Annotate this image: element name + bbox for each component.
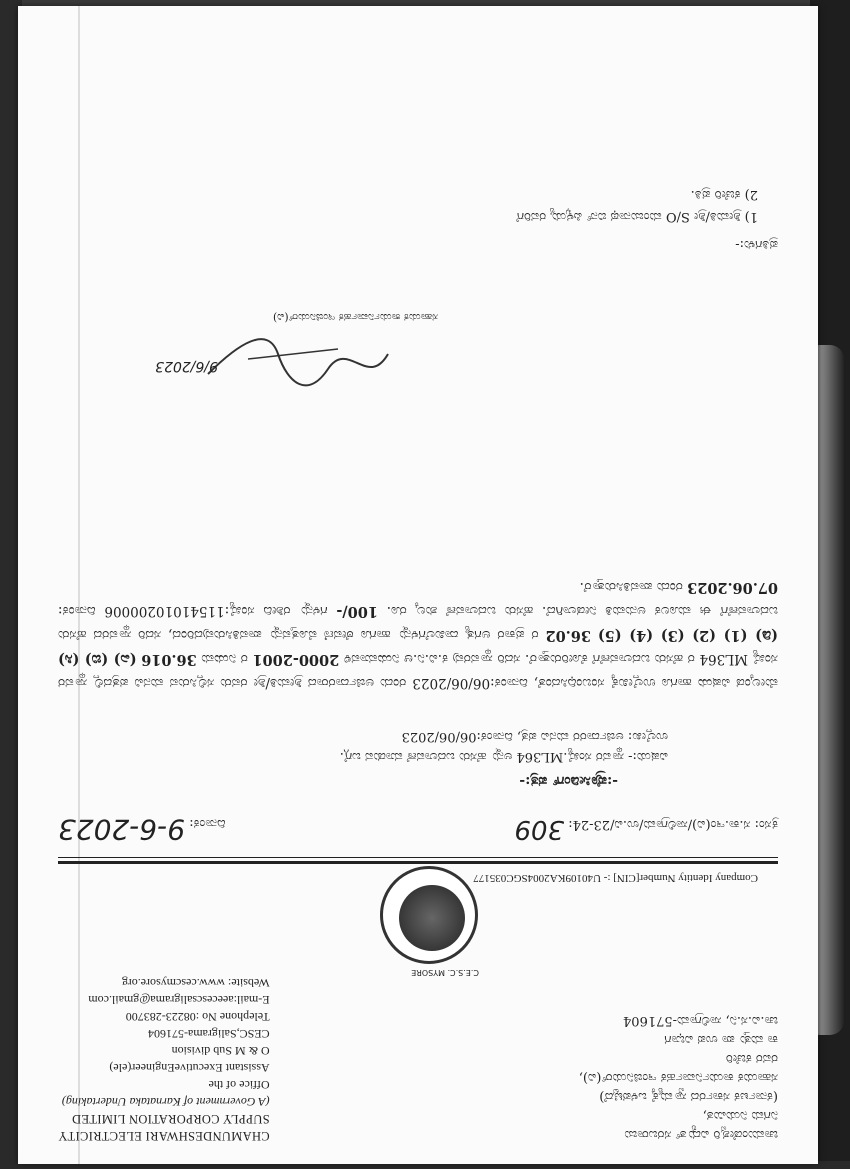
header-line: (ಕರ್ನಾಟಕ ಸರ್ಕಾರದ ಸ್ವಾಮ್ಯಕ್ಕೆ ಒಳಪಟ್ಟಿದೆ) (599, 1089, 778, 1104)
regulation-year: 2000-2001 (252, 651, 340, 668)
office-line: CESC,Saligrama-571604 (147, 1027, 270, 1041)
signature-date: 9/6/2023 (155, 358, 218, 374)
copy-recipient: 1) ಶ್ರೀಮತಿ/ಶ್ರೀ S/O ಮಂಜುನಾಥ ಬಿನ್ ಪಿಳ್ಳಯ್ಯ ರವರಿಗೆ (516, 209, 758, 224)
header-line: ಚಾಮುಂಡೇಶ್ವರಿ ವಿದ್ಯುತ್ ಸರಬರಾಜು (624, 1127, 778, 1142)
body-paragraph (58, 575, 778, 694)
body-text: ಗಳನ್ನು ರಶೀದಿ ಸಂಖ್ಯೆ:11541010200006 ದಿನಾಂಕ: (58, 603, 328, 619)
body-text: ರ ಪ್ರಕಾರ ಅಗತ್ಯ ದಾಖಲೆಗಳನ್ನು ಹಾಗೂ ಠೇವಣಿ ಮೊತ್ತವನ್ನು ಪಾವತಿಸಿರುವುದರಿಂದ, ಸದರಿ ಸ್ಥಾವರದ ಹೆಸರು ಬದಲಾವಣೆಗೆ ಈ ಮೂಲಕ ಅನುಮತಿ ನೀಡಲಾಗಿದೆ. ಹೆಸರು ಬದಲಾವಣೆ ಶುಲ್ಕ ರೂ. (57, 603, 778, 643)
header-divider-thin (58, 857, 778, 858)
reference-line: ಉಲ್ಲೇಖ: ಅರ್ಜಿದಾರರ ಮನವಿ ಪತ್ರ, ದಿನಾಂಕ:06/06/2023 (401, 729, 668, 744)
office-line: O & M Sub division (171, 1044, 270, 1058)
body-text: ರಂದು ಪಾವತಿಸಿರುತ್ತಾರೆ. (579, 579, 683, 595)
fee-amount: 100/- (336, 603, 378, 620)
subject-line: ವಿಷಯ:- ಸ್ಥಾವರ ಸಂಖ್ಯೆ.ML364 ಅನ್ನು ಹೆಸರು ಬದಲಾವಣೆ ಮಾಡುವ ಬಗ್ಗೆ. (339, 749, 668, 764)
clause-number: 36.016 (141, 651, 197, 668)
receipt-date: 07.06.2023 (687, 579, 778, 596)
date-handwritten: 9-6-2023 (58, 813, 186, 846)
company-title-2: SUPPLY CORPORATION LIMITED (71, 1112, 270, 1126)
office-line: Office of the (208, 1078, 270, 1092)
header-line: ನಿಗಮ ನಿಯಮಿತ, (702, 1108, 778, 1123)
office-line: Assistant ExecutiveEngineer(ele) (109, 1061, 270, 1075)
header-english-block (58, 974, 270, 1144)
clause-number: 36.02 (545, 627, 591, 644)
clause-subparts: (ಎ) (ಬಿ) (ಸಿ) (ಡಿ) (1) (2) (3) (4) (5) (57, 627, 778, 668)
copy-recipient: 2) ಕಚೇರಿ ಪ್ರತಿ. (690, 187, 758, 202)
signature-scribble (198, 334, 398, 394)
rotated-document (18, 6, 818, 1164)
office-line: Telephone No :08223-283700 (125, 1010, 270, 1024)
header-divider (58, 861, 778, 864)
office-line: E-mail:aeecescsaligrama@gmail.com (88, 993, 270, 1007)
letter-date (58, 813, 225, 846)
logo-emblem (399, 885, 465, 951)
copies-label: ಪ್ರತಿಗಳು:- (735, 237, 778, 252)
header-kannada-block (579, 1011, 778, 1144)
reference-prefix: ಕ್ರಸಂ: ಸ.ಕಾ.ಇಂ(ವಿ)/ಸಾಲಿಗ್ರಾಮ/ಉ.ವಿ/23-24: (568, 817, 778, 832)
proceeding-title: -:ಪ್ರೊಸೀಡಿಂಗ್ ಪತ್ರ:- (519, 773, 618, 789)
company-title: CHAMUNDESHWARI ELECTRICITY (58, 1129, 270, 1143)
signature-designation: ಸಹಾಯಕ ಕಾರ್ಯನಿರ್ವಾಹಕ ಇಂಜಿನಿಯರ್(ವಿ) (272, 311, 438, 324)
cesc-logo-icon (380, 866, 479, 977)
body-text: ಮೇಲ್ಕಂಡ ವಿಷಯ ಹಾಗೂ ಉಲ್ಲೇಖಕ್ಕೆ ಸಂಬಂಧಿಸಿದಂತೆ, ದಿನಾಂಕ:06/06/2023 ರಂದು ಅರ್ಜಿದಾರರಾದ ಶ್ರೀಮತಿ/ಶ್ರೀ ರವರು ಸಲ್ಲಿಸಿರುವ ಮನವಿ ಪತ್ರದಲ್ಲಿ ಸ್ಥಾವರ ಸಂಖ್ಯೆ ML364 ರ ಹೆಸರು ಬದಲಾವಣೆಗೆ ಕೋರಿರುತ್ತಾರೆ. ಸದರಿ ಸ್ಥಾವರವು ಕ.ವಿ.ನಿ.ಆ ನಿಯಮಾವಳಿ (58, 651, 778, 691)
header-line: ರವರ ಕಚೇರಿ (725, 1051, 778, 1066)
header-line: ಸಹಾಯಕ ಕಾರ್ಯನಿರ್ವಾಹಕ ಇಂಜಿನಿಯರ್(ವಿ), (578, 1070, 778, 1085)
office-line: Website: www.cescmysore.org (121, 976, 270, 990)
date-prefix: ದಿನಾಂಕ: (189, 816, 226, 831)
document-page (18, 6, 818, 1164)
company-subtitle: (A Government of Karnataka Undertaking) (61, 1095, 270, 1109)
reference-handwritten: 309 (514, 814, 565, 844)
header-line: ಕಾ ಮತ್ತು ಪಾ ಉಪ ವಿಭಾಗ (664, 1032, 778, 1047)
logo-text: C.E.S.C. MYSORE (411, 968, 479, 977)
header-line: ಚಾ.ವಿ.ಸ.ನಿ, ಸಾಲಿಗ್ರಾಮ-571604 (623, 1013, 778, 1028)
cin-line: Company Identity Number[CIN] :- U40109KA2004SGC035177 (473, 872, 758, 884)
reference-number (514, 814, 778, 844)
body-text: ರ ನಿಯಮ (201, 651, 248, 667)
